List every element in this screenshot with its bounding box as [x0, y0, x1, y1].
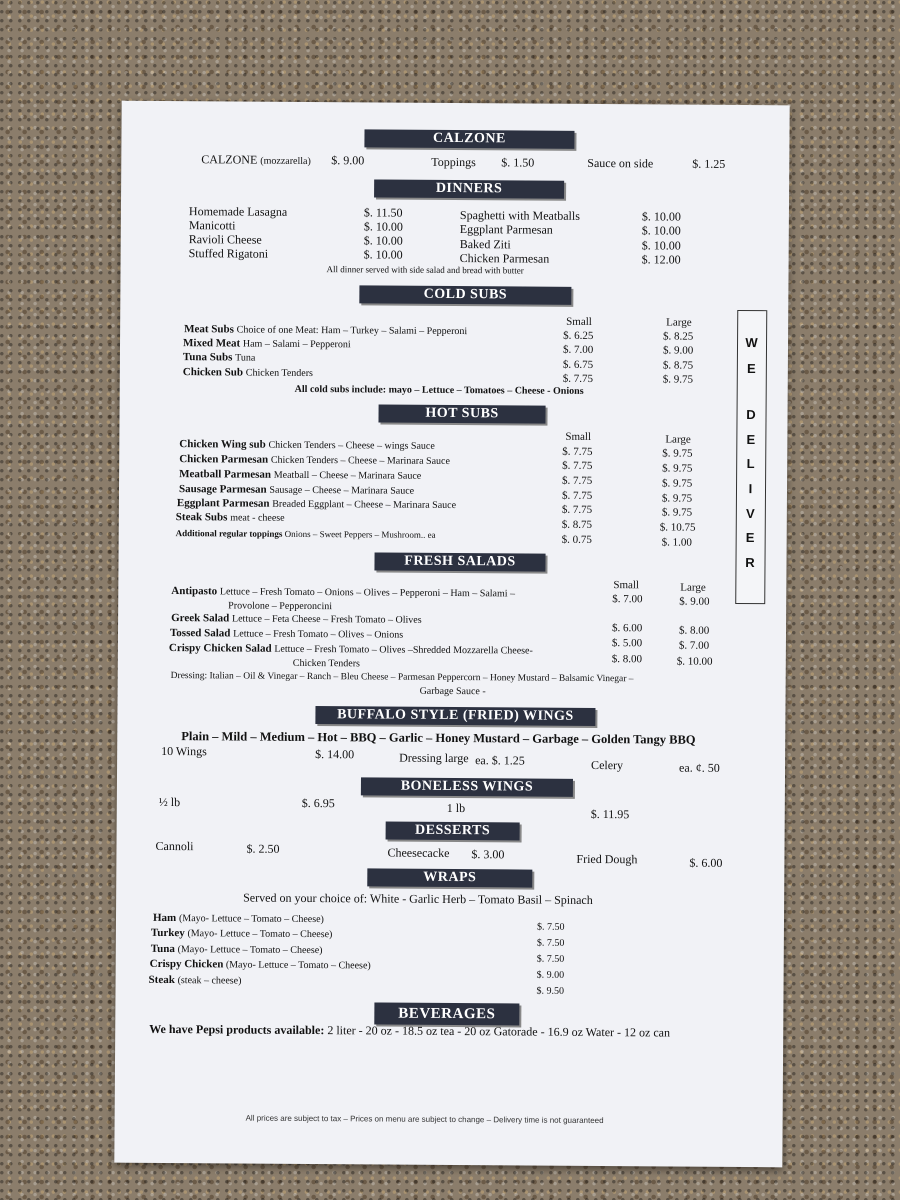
- wrap-2-price: $. 7.50: [536, 953, 565, 965]
- we-deliver-box: [735, 310, 767, 604]
- salad-antipasto: [171, 585, 515, 599]
- hot-sub-3-small: $. 7.75: [561, 489, 593, 502]
- wrap-2: [151, 943, 323, 956]
- desserts-header: DESSERTS: [386, 822, 520, 841]
- wings-celery-price: ea. ¢. 50: [679, 760, 720, 775]
- calzone-name: CALZONE: [201, 152, 258, 167]
- wings-dressing-price: ea. $. 1.25: [475, 753, 525, 768]
- dinner-left-3-price: $. 10.00: [363, 247, 403, 262]
- hot-additional-label: Additional regular toppings: [175, 528, 283, 539]
- hot-subs-header: HOT SUBS: [378, 404, 545, 423]
- salad-greek-small: $. 6.00: [612, 622, 643, 635]
- cold-sub-3-name: Chicken Sub: [182, 366, 244, 379]
- deliver-letter-8: R: [745, 555, 756, 571]
- hot-sub-5-small: $. 8.75: [561, 518, 593, 531]
- hot-sub-1-desc: Chicken Tenders – Cheese – Marinara Sauce: [270, 454, 450, 467]
- wrap-0-desc: (Mayo- Lettuce – Tomato – Cheese): [178, 913, 324, 926]
- wings-header: BUFFALO STYLE (FRIED) WINGS: [315, 706, 595, 726]
- dinner-right-3: Chicken Parmesan: [459, 251, 550, 266]
- hot-sub-2: [179, 468, 421, 482]
- salad-crispy: [169, 642, 533, 657]
- cold-sub-2: [183, 351, 255, 364]
- cold-subs-header: COLD SUBS: [359, 285, 571, 304]
- dessert-dough-label: Fried Dough: [576, 851, 638, 867]
- deliver-letter-2: D: [746, 407, 757, 423]
- wrap-0: [153, 912, 324, 925]
- menu-paper: [114, 101, 789, 1168]
- hot-additional: [176, 528, 436, 540]
- hot-sub-5-name: Steak Subs: [175, 511, 228, 524]
- salad-antipasto-small: $. 7.00: [612, 593, 643, 606]
- calzone-toppings-price: $. 1.50: [501, 155, 535, 170]
- calzone-sauce-label: Sauce on side: [587, 155, 654, 171]
- beverages-list: 2 liter - 20 oz - 18.5 oz tea - 20 oz Gatorade - 16.9 oz Water - 12 oz can: [327, 1023, 671, 1040]
- salad-tossed-small: $. 5.00: [611, 637, 643, 650]
- hot-sub-2-desc: Meatball – Cheese – Marinara Sauce: [273, 469, 422, 482]
- deliver-letter-3: E: [746, 432, 757, 448]
- cold-sub-1-small: $. 7.00: [562, 343, 594, 356]
- salad-tossed-desc: Lettuce – Fresh Tomato – Olives – Onions: [233, 628, 404, 641]
- cold-sub-2-small: $. 6.75: [562, 358, 594, 371]
- deliver-letter-4: L: [746, 456, 756, 472]
- salads-small-label: Small: [613, 579, 640, 592]
- hot-sub-3-name: Sausage Parmesan: [178, 483, 267, 496]
- salad-crispy-desc: Lettuce – Fresh Tomato – Olives –Shredded Mozzarella Cheese-: [274, 643, 533, 657]
- hot-small-label: Small: [565, 430, 592, 443]
- deliver-letter-6: V: [745, 506, 756, 522]
- hot-sub-5: [176, 511, 285, 524]
- cold-sub-0-large: $. 8.25: [663, 330, 694, 343]
- dinner-left-1-price: $. 10.00: [363, 219, 403, 234]
- dinner-left-3: Stuffed Rigatoni: [188, 246, 269, 261]
- calzone-desc: (mozzarella): [260, 155, 311, 168]
- hot-sub-1-large: $. 9.75: [662, 462, 693, 475]
- hot-sub-2-name: Meatball Parmesan: [179, 468, 272, 481]
- hot-sub-3: [179, 483, 414, 497]
- dinner-right-1: Eggplant Parmesan: [459, 222, 553, 237]
- dinners-header: DINNERS: [374, 179, 564, 198]
- cold-sub-2-large: $. 8.75: [662, 359, 694, 372]
- wings-celery-label: Celery: [591, 757, 624, 773]
- cold-sub-0-name: Meat Subs: [184, 323, 234, 336]
- cold-sub-3-large: $. 9.75: [662, 373, 694, 386]
- salad-greek: [171, 612, 422, 626]
- salads-dressing2: Garbage Sauce -: [419, 685, 486, 698]
- salad-crispy-desc2: Chicken Tenders: [292, 657, 360, 670]
- hot-sub-5-large: $. 10.75: [659, 521, 696, 534]
- cold-sub-0-desc: Choice of one Meat: Ham – Turkey – Salami – Pepperoni: [236, 324, 468, 338]
- cold-sub-3-desc: Chicken Tenders: [245, 367, 313, 380]
- salad-greek-desc: Lettuce – Feta Cheese – Fresh Tomato – Olives: [231, 613, 422, 626]
- cold-sub-1-large: $. 9.00: [662, 344, 694, 357]
- salad-crispy-large: $. 10.00: [676, 655, 713, 668]
- dinner-left-2-price: $. 10.00: [363, 233, 403, 248]
- deliver-letter-0: W: [745, 335, 759, 351]
- dinner-right-0-price: $. 10.00: [641, 209, 681, 224]
- calzone-sauce-price: $. 1.25: [692, 156, 726, 171]
- hot-sub-3-large: $. 9.75: [661, 492, 693, 505]
- cold-sub-0-small: $. 6.25: [563, 329, 594, 342]
- wrap-1-desc: (Mayo- Lettuce – Tomato – Cheese): [187, 928, 333, 941]
- salad-greek-name: Greek Salad: [171, 612, 230, 625]
- wraps-header: WRAPS: [367, 868, 532, 887]
- wrap-2-name: Tuna: [150, 942, 175, 956]
- dinner-left-0: Homemade Lasagna: [188, 204, 288, 219]
- salad-crispy-small: $. 8.00: [611, 653, 643, 666]
- dessert-cannoli-price: $. 2.50: [246, 841, 280, 856]
- wings-ten-label: 10 Wings: [161, 743, 207, 759]
- salad-tossed: [170, 627, 403, 641]
- salad-greek-large: $. 8.00: [678, 624, 710, 637]
- deliver-letter-1: E: [746, 361, 757, 377]
- wrap-2-desc: (Mayo- Lettuce – Tomato – Cheese): [177, 944, 323, 957]
- deliver-letter-5: I: [748, 481, 754, 497]
- hot-sub-3-desc: Sausage – Cheese – Marinara Sauce: [269, 484, 415, 497]
- dessert-dough-price: $. 6.00: [689, 855, 723, 870]
- hot-sub-4-small: $. 7.75: [561, 503, 593, 516]
- hot-sub-4-name: Eggplant Parmesan: [176, 497, 270, 510]
- dessert-cannoli-label: Cannoli: [155, 838, 194, 854]
- salad-crispy-name: Crispy Chicken Salad: [168, 642, 272, 655]
- wrap-4-price: $. 9.50: [536, 985, 565, 997]
- calzone-toppings-label: Toppings: [431, 154, 476, 170]
- hot-sub-1-small: $. 7.75: [562, 459, 593, 472]
- wrap-1: [151, 927, 333, 940]
- wrap-3-desc: (Mayo- Lettuce – Tomato – Cheese): [223, 959, 371, 972]
- hot-additional-large: $. 1.00: [661, 536, 692, 549]
- hot-sub-0: [179, 438, 435, 452]
- calzone-item: [201, 152, 311, 168]
- wrap-3-name: Crispy Chicken: [149, 957, 224, 971]
- cold-small-label: Small: [566, 315, 592, 328]
- wrap-1-name: Turkey: [150, 926, 185, 940]
- wings-flavors: Plain – Mild – Medium – Hot – BBQ – Garlic – Honey Mustard – Garbage – Golden Tangy BBQ: [181, 729, 696, 747]
- wrap-4-desc: (steak – cheese): [177, 975, 242, 987]
- dinner-left-1: Manicotti: [188, 218, 236, 233]
- dinner-right-3-price: $. 12.00: [641, 252, 681, 267]
- wings-dressing-label: Dressing large: [399, 750, 469, 766]
- calzone-price: $. 9.00: [331, 153, 365, 168]
- hot-sub-0-desc: Chicken Tenders – Cheese – wings Sauce: [268, 439, 435, 452]
- salad-antipasto-desc: Lettuce – Fresh Tomato – Onions – Olives – Pepperoni – Ham – Salami –: [219, 586, 516, 600]
- wrap-0-name: Ham: [152, 911, 177, 925]
- wrap-4-name: Steak: [148, 973, 175, 987]
- hot-sub-0-large: $. 9.75: [662, 447, 693, 460]
- wraps-note: Served on your choice of: White - Garlic Herb – Tomato Basil – Spinach: [243, 890, 593, 907]
- cold-sub-3: [183, 366, 313, 379]
- cold-sub-1-name: Mixed Meat: [182, 337, 241, 350]
- dinner-left-0-price: $. 11.50: [363, 205, 403, 220]
- beverages-text: [149, 1022, 670, 1041]
- wrap-4: [149, 974, 242, 987]
- cold-sub-2-name: Tuna Subs: [182, 351, 233, 364]
- hot-sub-0-small: $. 7.75: [562, 445, 593, 458]
- boneless-half-label: ½ lb: [158, 794, 181, 810]
- boneless-one-label: 1 lb: [446, 800, 466, 816]
- deliver-letter-7: E: [745, 530, 756, 546]
- salads-large-label: Large: [680, 581, 706, 594]
- hot-sub-4: [177, 497, 456, 511]
- dinner-right-1-price: $. 10.00: [641, 223, 681, 238]
- cold-large-label: Large: [666, 316, 692, 329]
- cold-sub-2-desc: Tuna: [235, 352, 256, 364]
- beverages-header: BEVERAGES: [374, 1002, 519, 1025]
- dinner-left-2: Ravioli Cheese: [188, 232, 262, 247]
- hot-sub-5-desc: meat - cheese: [230, 512, 285, 524]
- cold-sub-3-small: $. 7.75: [562, 372, 594, 385]
- calzone-header: CALZONE: [364, 129, 574, 148]
- salad-antipasto-name: Antipasto: [171, 585, 218, 598]
- dinner-right-0: Spaghetti with Meatballs: [459, 208, 580, 223]
- boneless-one-price: $. 11.95: [590, 806, 630, 822]
- wrap-3-price: $. 9.00: [536, 969, 565, 981]
- hot-additional-desc: Onions – Sweet Peppers – Mushroom.. ea: [284, 528, 436, 540]
- hot-additional-small: $. 0.75: [561, 533, 592, 546]
- salad-antipasto-large: $. 9.00: [679, 595, 710, 608]
- fresh-salads-header: FRESH SALADS: [374, 552, 545, 571]
- wings-ten-price: $. 14.00: [315, 747, 355, 762]
- cold-sub-1: [183, 337, 351, 350]
- cold-subs-note: All cold subs include: mayo – Lettuce – Tomatoes – Cheese - Onions: [294, 383, 584, 397]
- hot-sub-2-large: $. 9.75: [662, 477, 693, 490]
- boneless-half-price: $. 6.95: [301, 795, 335, 811]
- dessert-cheesecake-price: $. 3.00: [471, 847, 505, 862]
- wrap-0-price: $. 7.50: [536, 921, 565, 933]
- cold-sub-1-desc: Ham – Salami – Pepperoni: [242, 338, 351, 351]
- hot-sub-1: [179, 453, 450, 467]
- hot-sub-0-name: Chicken Wing sub: [179, 438, 266, 451]
- dinners-note: All dinner served with side salad and bread with butter: [326, 264, 524, 276]
- footer-disclaimer: All prices are subject to tax – Prices on menu are subject to change – Delivery time is not guaranteed: [245, 1113, 604, 1126]
- dinner-right-2-price: $. 10.00: [641, 238, 681, 253]
- dinner-right-2: Baked Ziti: [459, 237, 511, 252]
- cold-sub-0: [184, 323, 467, 337]
- wrap-3: [150, 958, 371, 972]
- hot-sub-2-small: $. 7.75: [562, 474, 593, 487]
- hot-sub-4-large: $. 9.75: [661, 506, 693, 519]
- salad-antipasto-desc2: Provolone – Pepperoncini: [228, 600, 333, 613]
- hot-sub-1-name: Chicken Parmesan: [179, 453, 269, 466]
- salad-tossed-large: $. 7.00: [678, 639, 710, 652]
- hot-sub-4-desc: Breaded Eggplant – Cheese – Marinara Sauce: [272, 498, 457, 512]
- salad-tossed-name: Tossed Salad: [169, 627, 231, 640]
- wrap-1-price: $. 7.50: [536, 937, 565, 949]
- beverages-lead: We have Pepsi products available:: [149, 1021, 325, 1038]
- boneless-header: BONELESS WINGS: [361, 777, 573, 796]
- salads-dressing: Dressing: Italian – Oil & Vinegar – Ranch – Bleu Cheese – Parmesan Peppercorn – Honey Mustard – Balsamic Vinegar –: [170, 671, 634, 685]
- dessert-cheesecake-label: Cheesecacke: [387, 845, 450, 860]
- hot-large-label: Large: [665, 433, 691, 446]
